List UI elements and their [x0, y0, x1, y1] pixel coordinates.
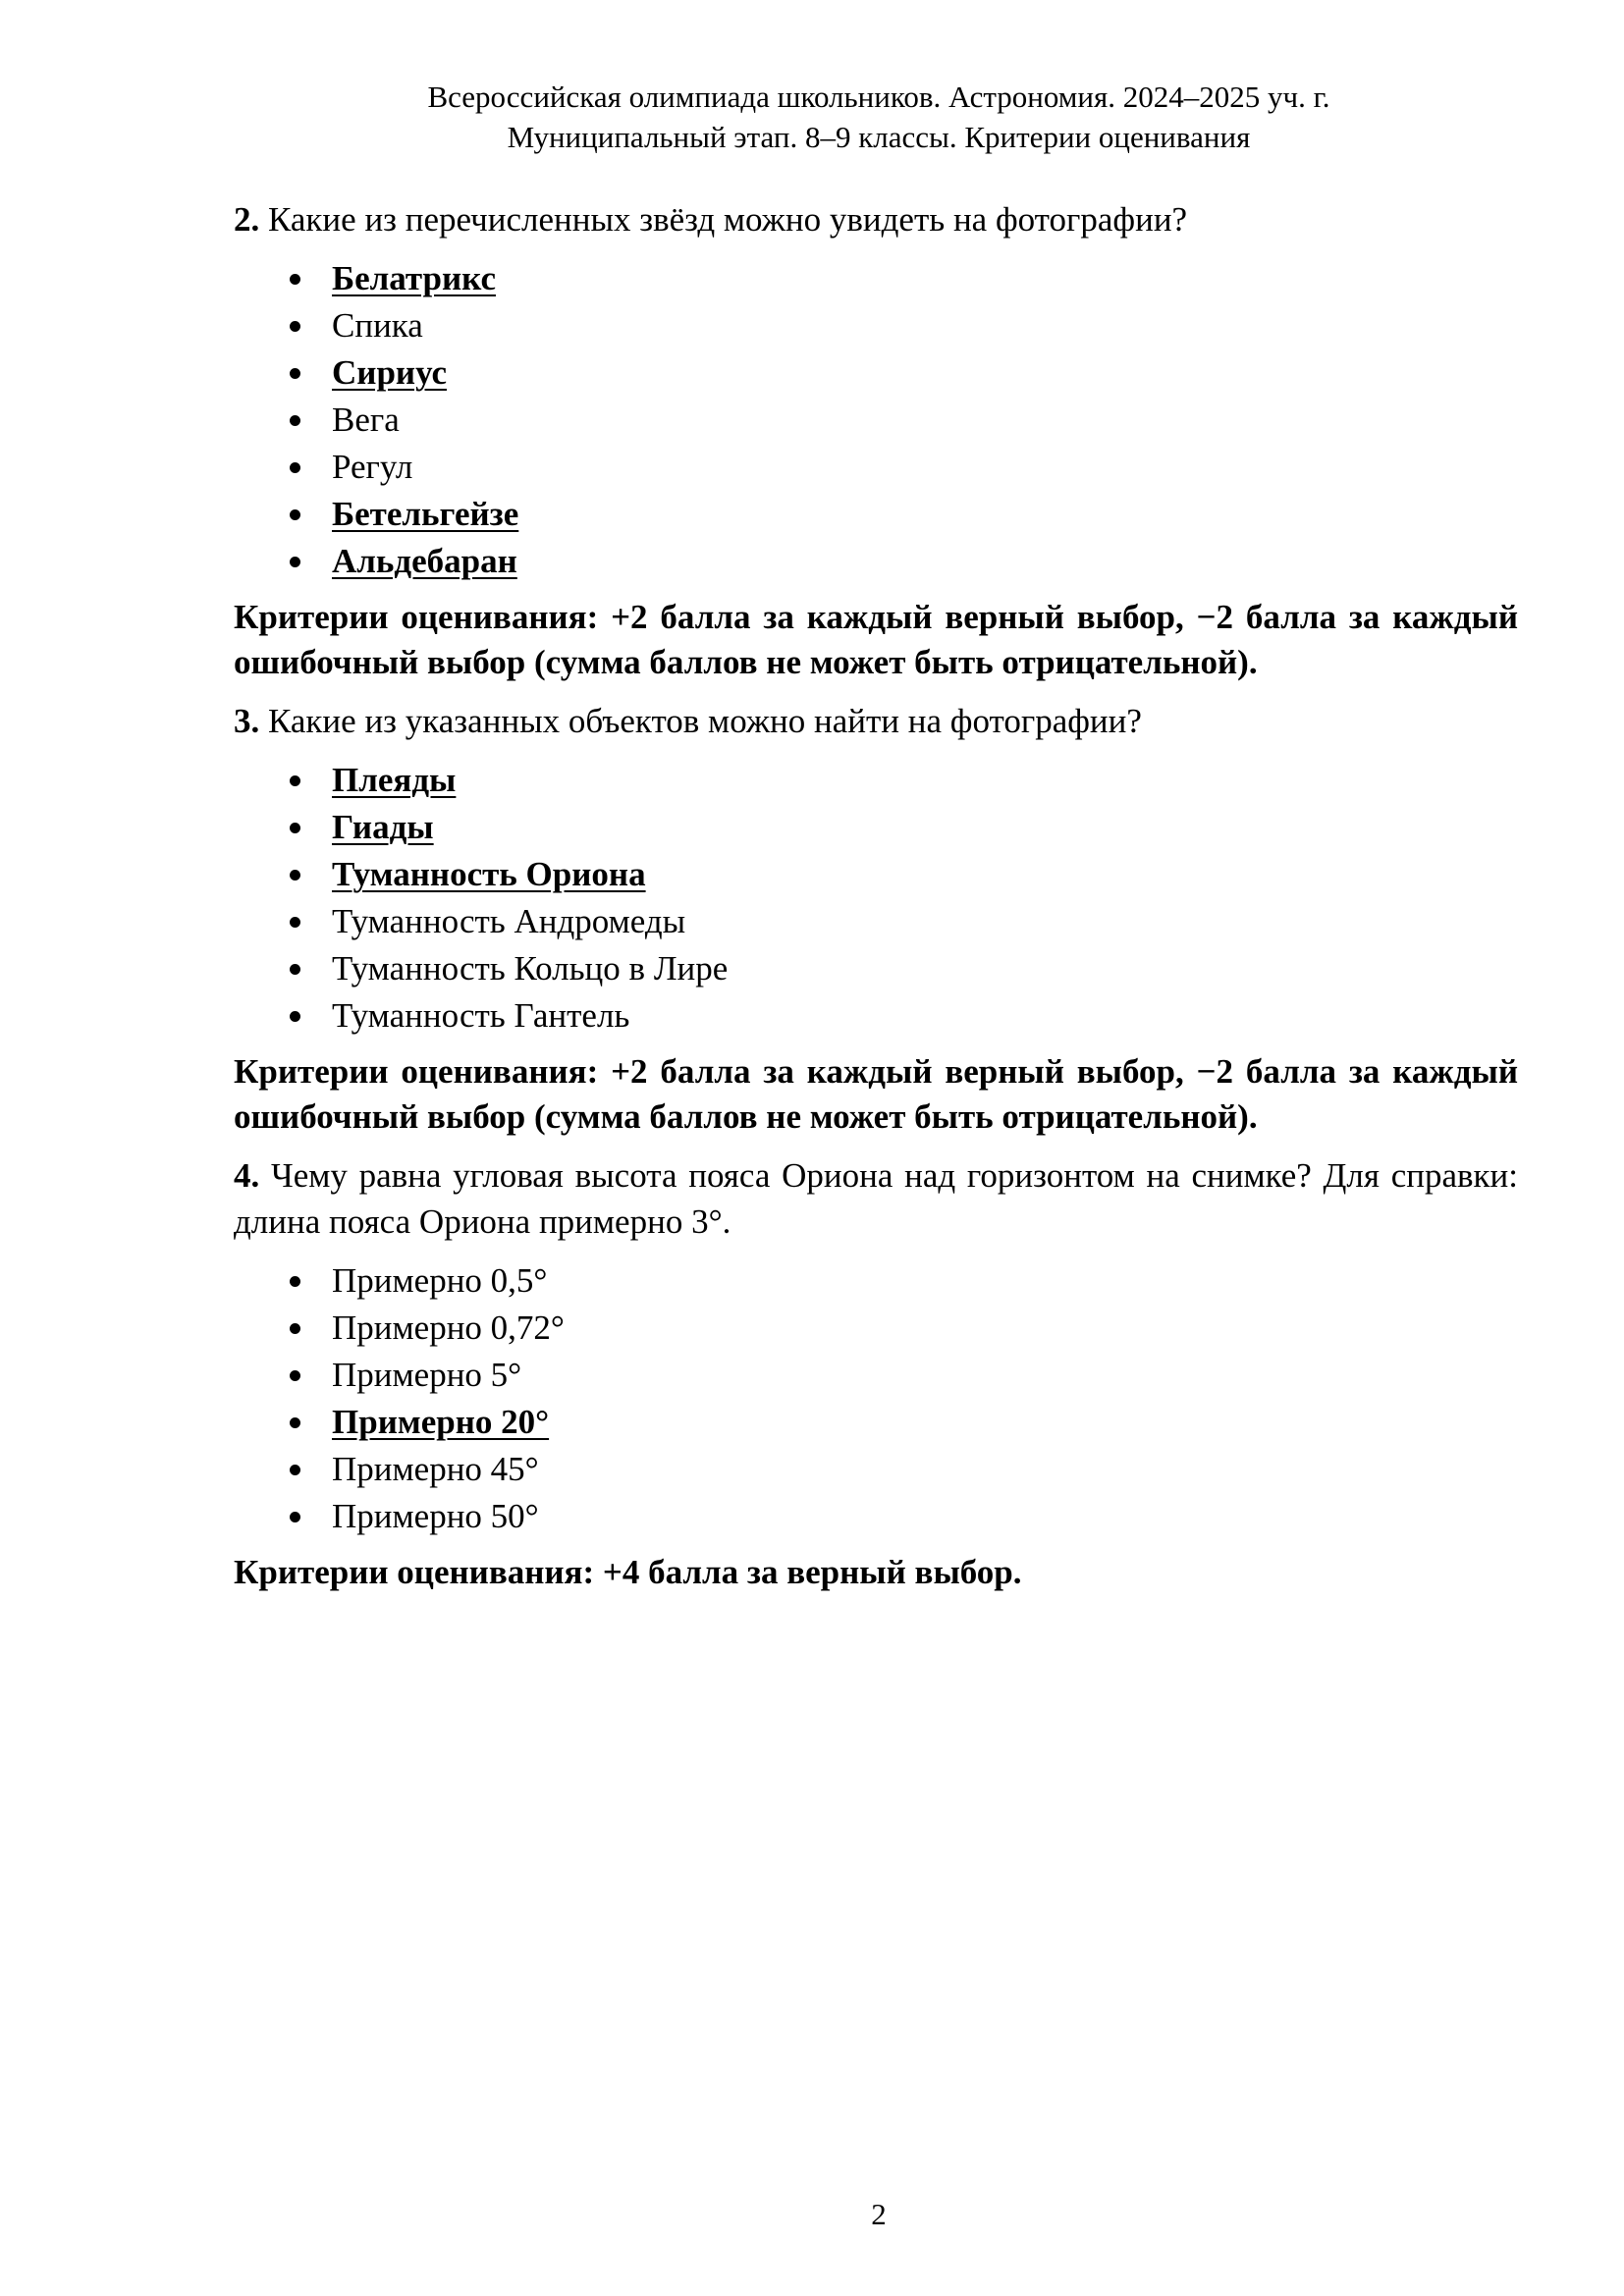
- list-item: [234, 302, 1518, 349]
- question-number: 3.: [234, 702, 260, 740]
- list-item: [234, 1399, 1518, 1446]
- question-body: Какие из перечисленных звёзд можно увидеть на фотографии?: [259, 200, 1188, 239]
- bullet-icon: [290, 1276, 300, 1287]
- question-number: 4.: [234, 1156, 260, 1195]
- question-number: 2.: [234, 200, 260, 239]
- page-content: [234, 196, 1518, 1608]
- list-item: [234, 898, 1518, 945]
- option-label: Вега: [332, 400, 400, 439]
- bullet-icon: [290, 1417, 300, 1428]
- question-block-4: [234, 1152, 1518, 1595]
- question-text: [234, 196, 1518, 242]
- option-label: Туманность Ориона: [332, 855, 646, 893]
- grading-criteria: Критерии оценивания: +2 балла за каждый верный выбор, −2 балла за каждый ошибочный выбор (сумма баллов не может быть отрицательной).: [234, 1052, 1518, 1136]
- question-text: [234, 698, 1518, 744]
- list-item: [234, 491, 1518, 538]
- bullet-icon: [290, 415, 300, 426]
- bullet-icon: [290, 1323, 300, 1334]
- option-label: Примерно 45°: [332, 1450, 539, 1488]
- list-item: [234, 804, 1518, 851]
- option-label: Плеяды: [332, 761, 457, 799]
- option-label: Примерно 20°: [332, 1403, 550, 1441]
- option-list: [234, 757, 1518, 1040]
- option-label: Примерно 50°: [332, 1497, 539, 1535]
- bullet-icon: [290, 823, 300, 833]
- bullet-icon: [290, 321, 300, 332]
- list-item: [234, 945, 1518, 992]
- list-item: [234, 757, 1518, 804]
- option-label: Сириус: [332, 353, 448, 392]
- list-item: [234, 349, 1518, 397]
- bullet-icon: [290, 775, 300, 786]
- list-item: [234, 1305, 1518, 1352]
- bullet-icon: [290, 1465, 300, 1475]
- page-number: 2: [871, 2197, 887, 2231]
- bullet-icon: [290, 870, 300, 881]
- option-label: Примерно 0,72°: [332, 1308, 565, 1347]
- question-block-2: [234, 196, 1518, 685]
- list-item: [234, 1493, 1518, 1540]
- list-item: [234, 1257, 1518, 1305]
- grading-criteria: Критерии оценивания: +2 балла за каждый верный выбор, −2 балла за каждый ошибочный выбор (сумма баллов не может быть отрицательной).: [234, 598, 1518, 681]
- question-body: Какие из указанных объектов можно найти на фотографии?: [259, 702, 1142, 740]
- bullet-icon: [290, 509, 300, 520]
- option-label: Примерно 5°: [332, 1356, 522, 1394]
- list-item: [234, 992, 1518, 1040]
- list-item: [234, 444, 1518, 491]
- option-label: Бетельгейзе: [332, 495, 519, 533]
- list-item: [234, 255, 1518, 302]
- list-item: [234, 397, 1518, 444]
- bullet-icon: [290, 1370, 300, 1381]
- option-list: [234, 1257, 1518, 1540]
- bullet-icon: [290, 917, 300, 928]
- bullet-icon: [290, 964, 300, 975]
- bullet-icon: [290, 557, 300, 567]
- option-label: Примерно 0,5°: [332, 1261, 548, 1300]
- header-line-1: Всероссийская олимпиада школьников. Астрономия. 2024–2025 уч. г.: [427, 80, 1330, 114]
- grading-criteria: Критерии оценивания: +4 балла за верный выбор.: [234, 1553, 1022, 1591]
- option-label: Белатрикс: [332, 259, 496, 297]
- bullet-icon: [290, 274, 300, 285]
- option-label: Спика: [332, 306, 423, 345]
- option-label: Регул: [332, 448, 413, 486]
- option-label: Туманность Андромеды: [332, 902, 686, 940]
- bullet-icon: [290, 1512, 300, 1522]
- question-block-3: [234, 698, 1518, 1140]
- question-text: [234, 1152, 1518, 1245]
- list-item: [234, 1446, 1518, 1493]
- bullet-icon: [290, 368, 300, 379]
- option-label: Туманность Гантель: [332, 996, 630, 1035]
- option-label: Туманность Кольцо в Лире: [332, 949, 729, 988]
- option-list: [234, 255, 1518, 585]
- option-label: Гиады: [332, 808, 434, 846]
- list-item: [234, 1352, 1518, 1399]
- bullet-icon: [290, 1011, 300, 1022]
- option-label: Альдебаран: [332, 542, 517, 580]
- header-line-2: Муниципальный этап. 8–9 классы. Критерии оценивания: [507, 120, 1251, 154]
- list-item: [234, 851, 1518, 898]
- page-header: [324, 77, 1434, 157]
- bullet-icon: [290, 462, 300, 473]
- list-item: [234, 538, 1518, 585]
- question-body: Чему равна угловая высота пояса Ориона над горизонтом на снимке? Для справки: длина пояса Ориона примерно 3°.: [234, 1156, 1518, 1241]
